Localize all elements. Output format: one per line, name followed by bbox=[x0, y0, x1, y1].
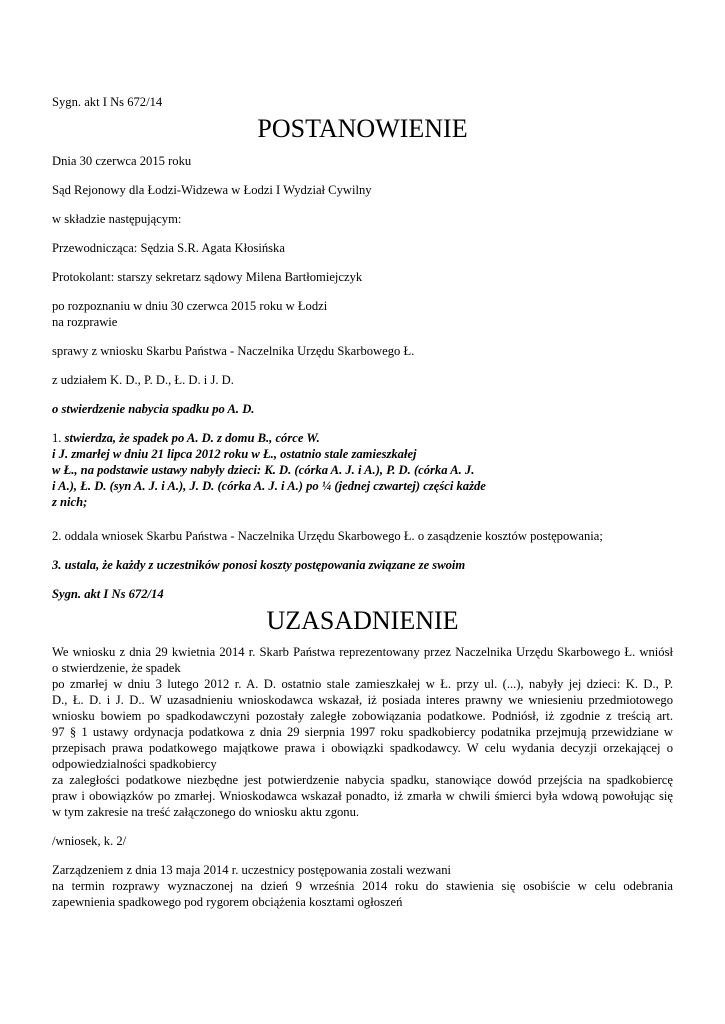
order-line: zapewnienia spadkowego pod rygorem obciążenia kosztami ogłoszeń bbox=[52, 895, 403, 909]
point-1-line: z nich; bbox=[52, 495, 88, 509]
justification-line: w tym zakresie na treść załączonego do wniosku aktu zgonu. bbox=[52, 805, 360, 819]
justification-line: po zmarłej w dniu 3 lutego 2012 r. A. D. ostatnio stale zamieszkałej w Ł. przy ul. (...), nabyły jej dzieci: K. D., P. bbox=[52, 677, 673, 691]
justification-line: praw i obowiązków po zmarłej. Wnioskodawca wskazał ponadto, iż zmarła w chwili śmierci była wdową powołując się bbox=[52, 789, 673, 803]
composition-label: w składzie następującym: bbox=[52, 212, 182, 226]
justification-line: odpowiedzialności spadkobiercy bbox=[52, 757, 217, 771]
court-name: Sąd Rejonowy dla Łodzi-Widzewa w Łodzi I Wydział Cywilny bbox=[52, 183, 372, 197]
case-signature-top: Sygn. akt I Ns 672/14 bbox=[52, 95, 163, 109]
justification-line: wniosku bowiem po spadkodawczyni pozostały zaległe zobowiązania podatkowe. Podniósł, iż zgodnie z treścią art. bbox=[52, 709, 673, 723]
point-3-text: 3. ustala, że każdy z uczestników ponosi koszty postępowania związane ze swoim bbox=[52, 558, 466, 572]
point-2-text: oddala wniosek Skarbu Państwa - Naczelnika Urzędu Skarbowego Ł. o zasądzenie kosztów postępowania; bbox=[64, 529, 603, 543]
presiding-judge: Przewodnicząca: Sędzia S.R. Agata Kłosińska bbox=[52, 241, 285, 255]
hearing-line-1: po rozpoznaniu w dniu 30 czerwca 2015 roku w Łodzi bbox=[52, 299, 328, 313]
file-reference: /wniosek, k. 2/ bbox=[52, 834, 127, 848]
point-1-line bbox=[52, 430, 320, 446]
justification-line: We wniosku z dnia 29 kwietnia 2014 r. Skarb Państwa reprezentowany przez Naczelnika Urzędu Skarbowego Ł. wniósł bbox=[52, 645, 673, 659]
point-1-line: i A.), Ł. D. (syn A. J. i A.), J. D. (córka A. J. i A.) po ¼ (jednej czwartej) części każde bbox=[52, 479, 486, 493]
court-clerk: Protokolant: starszy sekretarz sądowy Milena Bartłomiejczyk bbox=[52, 270, 363, 284]
case-signature-bottom: Sygn. akt I Ns 672/14 bbox=[52, 587, 164, 601]
hearing-line-2: na rozprawie bbox=[52, 315, 118, 329]
participants: z udziałem K. D., P. D., Ł. D. i J. D. bbox=[52, 373, 234, 387]
justification-line: D., Ł. D. i J. D.. W uzasadnieniu wnioskodawca wskazał, iż posiada interes prawny we wniesieniu przedmiotowego bbox=[52, 693, 673, 707]
justification-line: za zaległości podatkowe niezbędne jest potwierdzenie nabycia spadku, stanowiące dowód przejścia na spadkobiercę bbox=[52, 773, 673, 787]
point-1-line: w Ł., na podstawie ustawy nabyły dzieci: K. D. (córka A. J. i A.), P. D. (córka A. J. bbox=[52, 463, 475, 477]
case-description: sprawy z wniosku Skarbu Państwa - Naczelnika Urzędu Skarbowego Ł. bbox=[52, 344, 415, 358]
ruling-date: Dnia 30 czerwca 2015 roku bbox=[52, 154, 192, 168]
point-1-text: stwierdza, że spadek po A. D. z domu B., córce W. bbox=[64, 431, 320, 445]
order-line: na termin rozprawy wyznaczonej na dzień 9 września 2014 roku do stawienia się osobiście w celu odebrania bbox=[52, 879, 673, 893]
point-2-line bbox=[52, 528, 603, 544]
point-2-number: 2. bbox=[52, 529, 62, 543]
document-title: POSTANOWIENIE bbox=[257, 114, 468, 143]
justification-line: przepisach prawa podatkowego majątkowe prawa i obowiązki spadkodawcy. W celu wydania decyzji orzekającej o bbox=[52, 741, 673, 755]
point-1-line: i J. zmarłej w dniu 21 lipca 2012 roku w Ł., ostatnio stale zamieszkałej bbox=[52, 447, 417, 461]
justification-title: UZASADNIENIE bbox=[266, 606, 459, 635]
point-1-number: 1. bbox=[52, 431, 62, 445]
order-line: Zarządzeniem z dnia 13 maja 2014 r. uczestnicy postępowania zostali wezwani bbox=[52, 863, 451, 877]
justification-line: 97 § 1 ustawy ordynacja podatkowa z dnia 29 sierpnia 1997 roku spadkobiercy podatnika przejmują przewidziane w bbox=[52, 725, 673, 739]
case-subject: o stwierdzenie nabycia spadku po A. D. bbox=[52, 402, 255, 416]
justification-line: o stwierdzenie, że spadek bbox=[52, 661, 181, 675]
